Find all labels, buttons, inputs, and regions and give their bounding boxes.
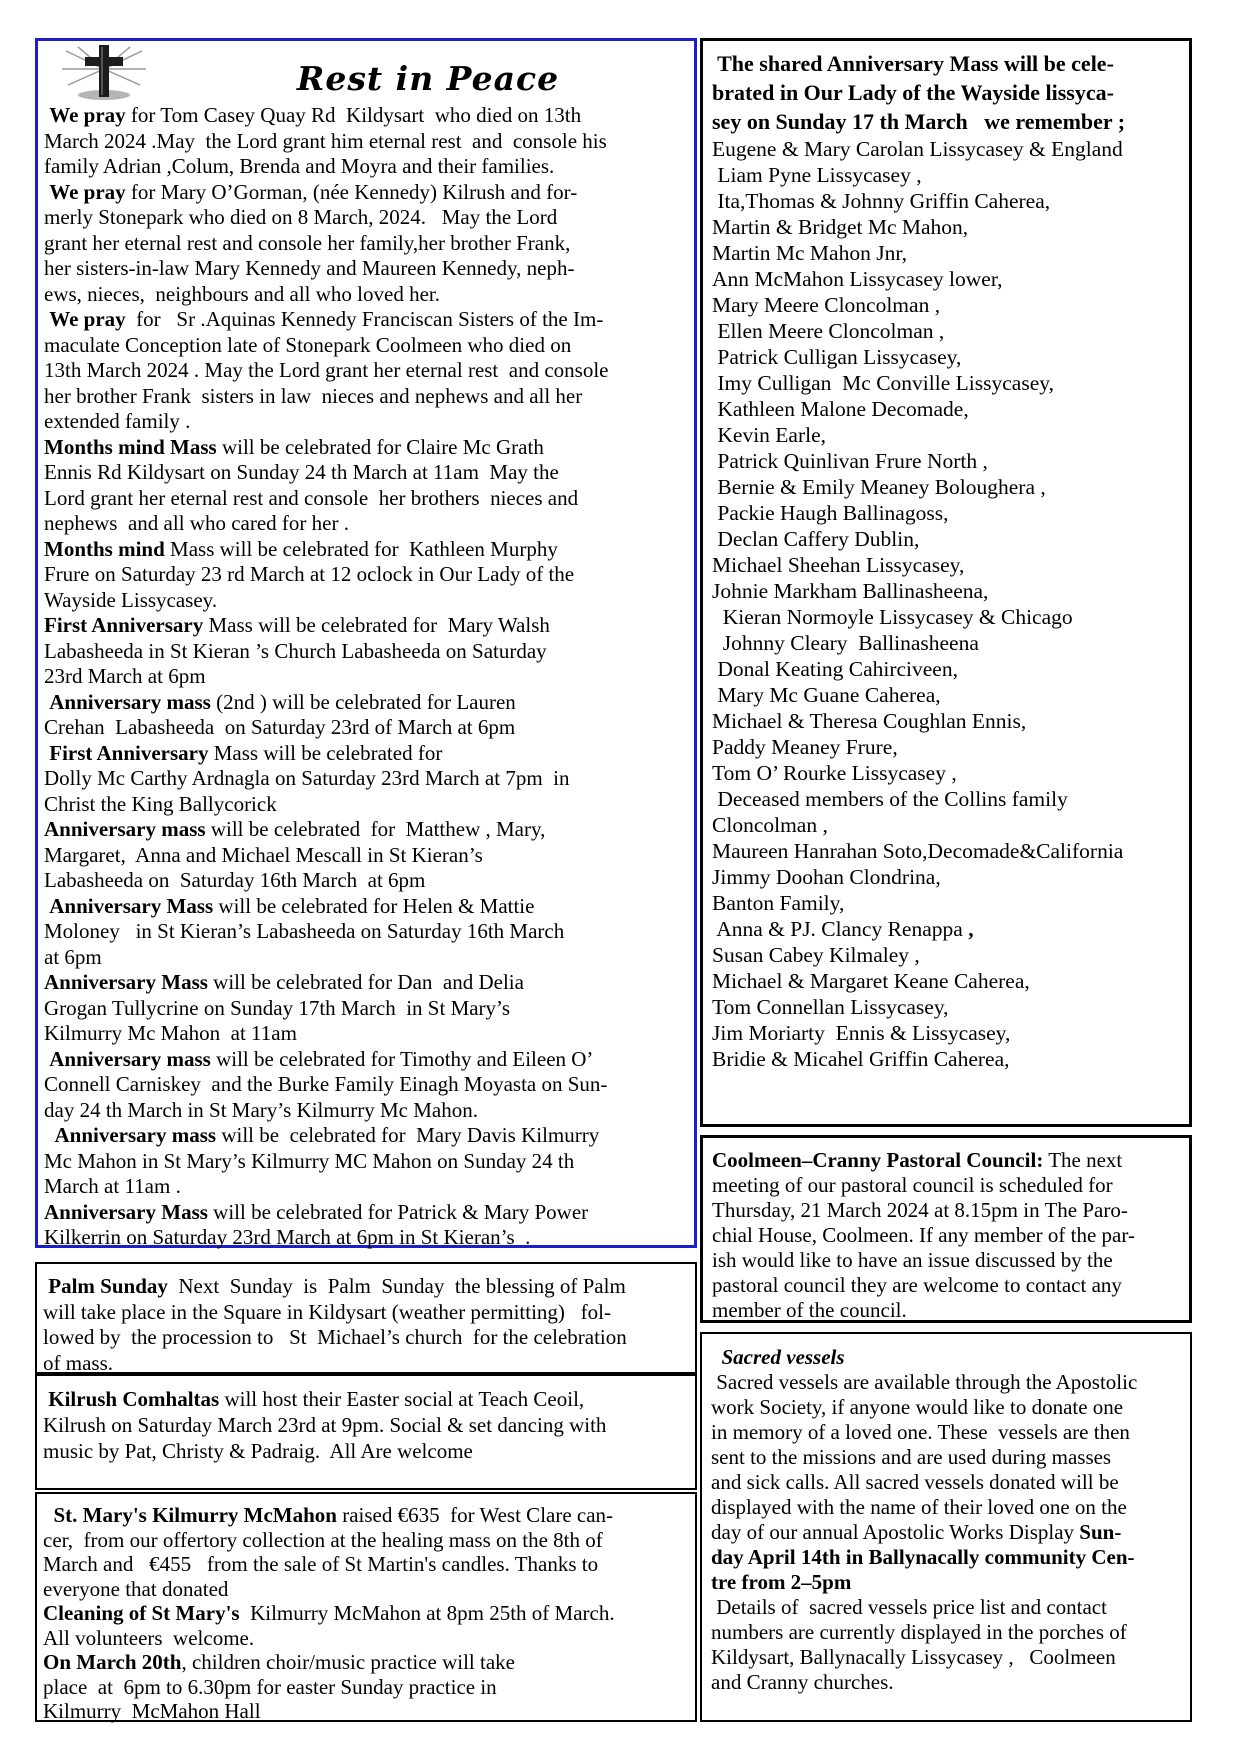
text-line: brated in Our Lady of the Wayside lissyca-: [712, 80, 1114, 105]
text-line: day April 14th in Ballynacally community Cen-: [711, 1545, 1135, 1569]
text-line: Kathleen Malone Decomade,: [712, 397, 969, 421]
text-line: Tom Connellan Lissycasey,: [712, 995, 949, 1019]
text-line: Kilrush on Saturday March 23rd at 9pm. Social & set dancing with: [43, 1413, 607, 1437]
text-line: Kilrush Comhaltas will host their Easter social at Teach Ceoil,: [48, 1387, 585, 1411]
text-line: music by Pat, Christy & Padraig. All Are welcome: [43, 1439, 473, 1463]
text-line: Anniversary Mass will be celebrated for Patrick & Mary Power: [44, 1199, 589, 1224]
text-line: Kieran Normoyle Lissycasey & Chicago: [712, 605, 1073, 629]
text-line: Packie Haugh Ballinagoss,: [712, 501, 949, 525]
text-line: Martin & Bridget Mc Mahon,: [712, 215, 969, 239]
text-line: Mary Mc Guane Caherea,: [712, 683, 941, 707]
text-line: Eugene & Mary Carolan Lissycasey & England: [712, 137, 1123, 161]
text-line: cer, from our offertory collection at the healing mass on the 8th of: [43, 1527, 603, 1552]
text-line: Frure on Saturday 23 rd March at 12 oclock in Our Lady of the: [44, 562, 575, 586]
text-line: Jimmy Doohan Clondrina,: [712, 865, 941, 889]
text-line: Michael & Margaret Keane Caherea,: [712, 969, 1030, 993]
text-line: Anniversary mass will be celebrated for Mary Davis Kilmurry: [54, 1123, 600, 1147]
text-line: We pray for Sr .Aquinas Kennedy Franciscan Sisters of the Im-: [49, 307, 604, 331]
text-line: maculate Conception late of Stonepark Coolmeen who died on: [44, 332, 572, 357]
text-line: everyone that donated: [43, 1576, 229, 1601]
text-line: Kildysart, Ballynacally Lissycasey , Coolmeen: [711, 1645, 1116, 1669]
text-line: Michael & Theresa Coughlan Ennis,: [712, 709, 1027, 733]
text-line: Months mind Mass will be celebrated for Kathleen Murphy: [44, 536, 558, 561]
text-line: Lord grant her eternal rest and console her brothers nieces and: [44, 485, 579, 510]
kilrush-comhaltas-text: [43, 1386, 689, 1464]
text-line: Ellen Meere Cloncolman ,: [712, 319, 945, 343]
text-line: Martin Mc Mahon Jnr,: [712, 241, 908, 265]
text-line: Susan Cabey Kilmaley ,: [712, 943, 920, 967]
text-line: her sisters-in-law Mary Kennedy and Maureen Kennedy, neph-: [44, 256, 575, 280]
cross-icon: [44, 43, 168, 108]
text-line: in memory of a loved one. These vessels are then: [711, 1420, 1130, 1444]
text-line: Months mind Mass will be celebrated for Claire Mc Grath: [44, 434, 544, 459]
text-line: All volunteers welcome.: [43, 1625, 255, 1650]
text-line: Crehan Labasheeda on Saturday 23rd of March at 6pm: [44, 715, 516, 739]
kilrush-comhaltas-box: [35, 1374, 697, 1490]
text-line: place at 6pm to 6.30pm for easter Sunday practice in: [43, 1674, 497, 1699]
sacred-vessels-text: [711, 1345, 1184, 1695]
text-line: On March 20th, children choir/music practice will take: [43, 1650, 515, 1674]
text-line: Kilmurry McMahon Hall: [43, 1699, 261, 1723]
text-line: Kevin Earle,: [712, 423, 827, 447]
text-line: Donal Keating Cahirciveen,: [712, 657, 958, 681]
text-line: Jim Moriarty Ennis & Lissycasey,: [712, 1021, 1011, 1045]
text-line: First Anniversary Mass will be celebrated for: [49, 740, 443, 765]
text-line: Johnny Cleary Ballinasheena: [712, 631, 979, 655]
text-line: pastoral council they are welcome to contact any: [712, 1273, 1122, 1297]
text-line: 23rd March at 6pm: [44, 664, 206, 688]
text-line: Anna & PJ. Clancy Renappa ,: [712, 917, 974, 941]
text-line: Liam Pyne Lissycasey ,: [712, 163, 922, 187]
text-line: Tom O’ Rourke Lissycasey ,: [712, 761, 957, 785]
st-marys-notices-box: [35, 1492, 697, 1722]
text-line: March 2024 .May the Lord grant him eternal rest and console his: [44, 128, 607, 153]
text-line: The shared Anniversary Mass will be cele-: [712, 51, 1114, 76]
text-line: Wayside Lissycasey.: [44, 587, 218, 612]
text-line: Michael Sheehan Lissycasey,: [712, 553, 965, 577]
rest-in-peace-title: Rest in Peace: [296, 59, 560, 98]
text-line: Kilmurry Mc Mahon at 11am: [44, 1021, 297, 1045]
text-line: Deceased members of the Collins family: [712, 787, 1068, 811]
text-line: of mass.: [43, 1350, 113, 1375]
text-line: Coolmeen–Cranny Pastoral Council: The next: [712, 1148, 1123, 1172]
palm-sunday-box: [35, 1262, 697, 1374]
shared-mass-names-list: [712, 136, 1183, 1072]
text-line: Cleaning of St Mary's Kilmurry McMahon at 8pm 25th of March.: [43, 1601, 615, 1625]
text-line: sey on Sunday 17 th March we remember ;: [712, 109, 1126, 134]
text-line: Declan Caffery Dublin,: [712, 527, 920, 551]
shared-mass-header: [712, 49, 1183, 136]
text-line: Mc Mahon in St Mary’s Kilmurry MC Mahon on Sunday 24 th: [44, 1148, 575, 1173]
rest-in-peace-text: [44, 103, 688, 1251]
text-line: Thursday, 21 March 2024 at 8.15pm in The Paro-: [712, 1198, 1128, 1222]
text-line: Ita,Thomas & Johnny Griffin Caherea,: [712, 189, 1051, 213]
text-line: at 6pm: [44, 944, 102, 969]
text-line: St. Mary's Kilmurry McMahon raised €635 for West Clare can-: [53, 1503, 614, 1527]
text-line: Bernie & Emily Meaney Boloughera ,: [712, 475, 1046, 499]
text-line: Patrick Culligan Lissycasey,: [712, 345, 962, 369]
text-line: extended family .: [44, 409, 191, 433]
rest-in-peace-header: [44, 43, 688, 103]
text-line: ews, nieces, neighbours and all who loved her.: [44, 281, 440, 306]
text-line: Margaret, Anna and Michael Mescall in St Kieran’s: [44, 842, 483, 867]
text-line: Sacred vessels are available through the Apostolic: [711, 1370, 1138, 1394]
text-line: Labasheeda on Saturday 16th March at 6pm: [44, 868, 426, 892]
text-line: merly Stonepark who died on 8 March, 2024. May the Lord: [44, 205, 558, 229]
text-line: Anniversary mass will be celebrated for Matthew , Mary,: [44, 817, 546, 841]
text-line: Cloncolman ,: [712, 813, 828, 837]
text-line: Anniversary mass (2nd ) will be celebrated for Lauren: [49, 689, 516, 714]
text-line: Mary Meere Cloncolman ,: [712, 293, 941, 317]
text-line: First Anniversary Mass will be celebrated for Mary Walsh: [44, 613, 550, 637]
text-line: Grogan Tullycrine on Sunday 17th March in St Mary’s: [44, 995, 511, 1020]
text-line: nephews and all who cared for her .: [44, 511, 349, 535]
text-line: Paddy Meaney Frure,: [712, 735, 898, 759]
text-line: March and €455 from the sale of St Martin's candles. Thanks to: [43, 1552, 599, 1576]
text-line: We pray for Mary O’Gorman, (née Kennedy) Kilrush and for-: [49, 179, 578, 204]
text-line: work Society, if anyone would like to donate one: [711, 1395, 1124, 1419]
text-line: will take place in the Square in Kildysart (weather permitting) fol-: [43, 1299, 611, 1324]
text-line: numbers are currently displayed in the porches of: [711, 1620, 1127, 1644]
text-line: and Cranny churches.: [711, 1670, 894, 1694]
text-line: sent to the missions and are used during masses: [711, 1445, 1112, 1469]
text-line: Details of sacred vessels price list and contact: [711, 1595, 1107, 1619]
text-line: Imy Culligan Mc Conville Lissycasey,: [712, 371, 1054, 395]
text-line: 13th March 2024 . May the Lord grant her eternal rest and console: [44, 358, 609, 382]
text-line: March at 11am .: [44, 1174, 181, 1198]
text-line: and sick calls. All sacred vessels donated will be: [711, 1470, 1119, 1494]
text-line: lowed by the procession to St Michael’s church for the celebration: [43, 1325, 627, 1349]
st-marys-notices-text: [43, 1503, 689, 1724]
palm-sunday-text: [43, 1274, 689, 1376]
text-line: Banton Family,: [712, 891, 845, 915]
text-line: Labasheeda in St Kieran ’s Church Labasheeda on Saturday: [44, 638, 547, 663]
text-line: tre from 2–5pm: [711, 1570, 852, 1594]
pastoral-council-text: [712, 1148, 1183, 1323]
text-line: Anniversary Mass will be celebrated for Helen & Mattie: [49, 893, 535, 918]
text-line: Christ the King Ballycorick: [44, 791, 277, 816]
text-line: Ann McMahon Lissycasey lower,: [712, 267, 1003, 291]
rest-in-peace-box: [35, 38, 697, 1248]
text-line: grant her eternal rest and console her family,her brother Frank,: [44, 230, 571, 255]
text-line: meeting of our pastoral council is scheduled for: [712, 1173, 1113, 1197]
text-line: Anniversary Mass will be celebrated for Dan and Delia: [44, 970, 524, 994]
text-line: day 24 th March in St Mary’s Kilmurry Mc Mahon.: [44, 1097, 478, 1122]
pastoral-council-box: [700, 1135, 1192, 1323]
text-line: Kilkerrin on Saturday 23rd March at 6pm in St Kieran’s .: [44, 1225, 531, 1249]
text-line: Johnie Markham Ballinasheena,: [712, 579, 989, 603]
text-line: member of the council.: [712, 1298, 907, 1322]
text-line: Ennis Rd Kildysart on Sunday 24 th March at 11am May the: [44, 460, 559, 484]
text-line: Connell Carniskey and the Burke Family Einagh Moyasta on Sun-: [44, 1072, 608, 1096]
text-line: family Adrian ,Colum, Brenda and Moyra and their families.: [44, 154, 555, 178]
text-line: Anniversary mass will be celebrated for Timothy and Eileen O’: [49, 1046, 594, 1071]
text-line: day of our annual Apostolic Works Display Sun-: [711, 1520, 1122, 1544]
text-line: chial House, Coolmeen. If any member of the par-: [712, 1223, 1135, 1247]
text-line: Patrick Quinlivan Frure North ,: [712, 449, 988, 473]
text-line: Dolly Mc Carthy Ardnagla on Saturday 23rd March at 7pm in: [44, 766, 570, 790]
text-line: Bridie & Micahel Griffin Caherea,: [712, 1047, 1010, 1071]
sacred-vessels-box: [700, 1332, 1192, 1722]
text-line: her brother Frank sisters in law nieces and nephews and all her: [44, 383, 583, 408]
text-line: Palm Sunday Next Sunday is Palm Sunday the blessing of Palm: [48, 1274, 626, 1298]
shared-anniversary-mass-box: [700, 38, 1192, 1127]
text-line: Maureen Hanrahan Soto,Decomade&California: [712, 839, 1124, 863]
text-line: Moloney in St Kieran’s Labasheeda on Saturday 16th March: [44, 919, 565, 943]
text-line: ish would like to have an issue discussed by the: [712, 1248, 1113, 1272]
text-line: We pray for Tom Casey Quay Rd Kildysart who died on 13th: [49, 103, 582, 127]
text-line: Sacred vessels: [721, 1345, 845, 1369]
text-line: displayed with the name of their loved one on the: [711, 1495, 1127, 1519]
